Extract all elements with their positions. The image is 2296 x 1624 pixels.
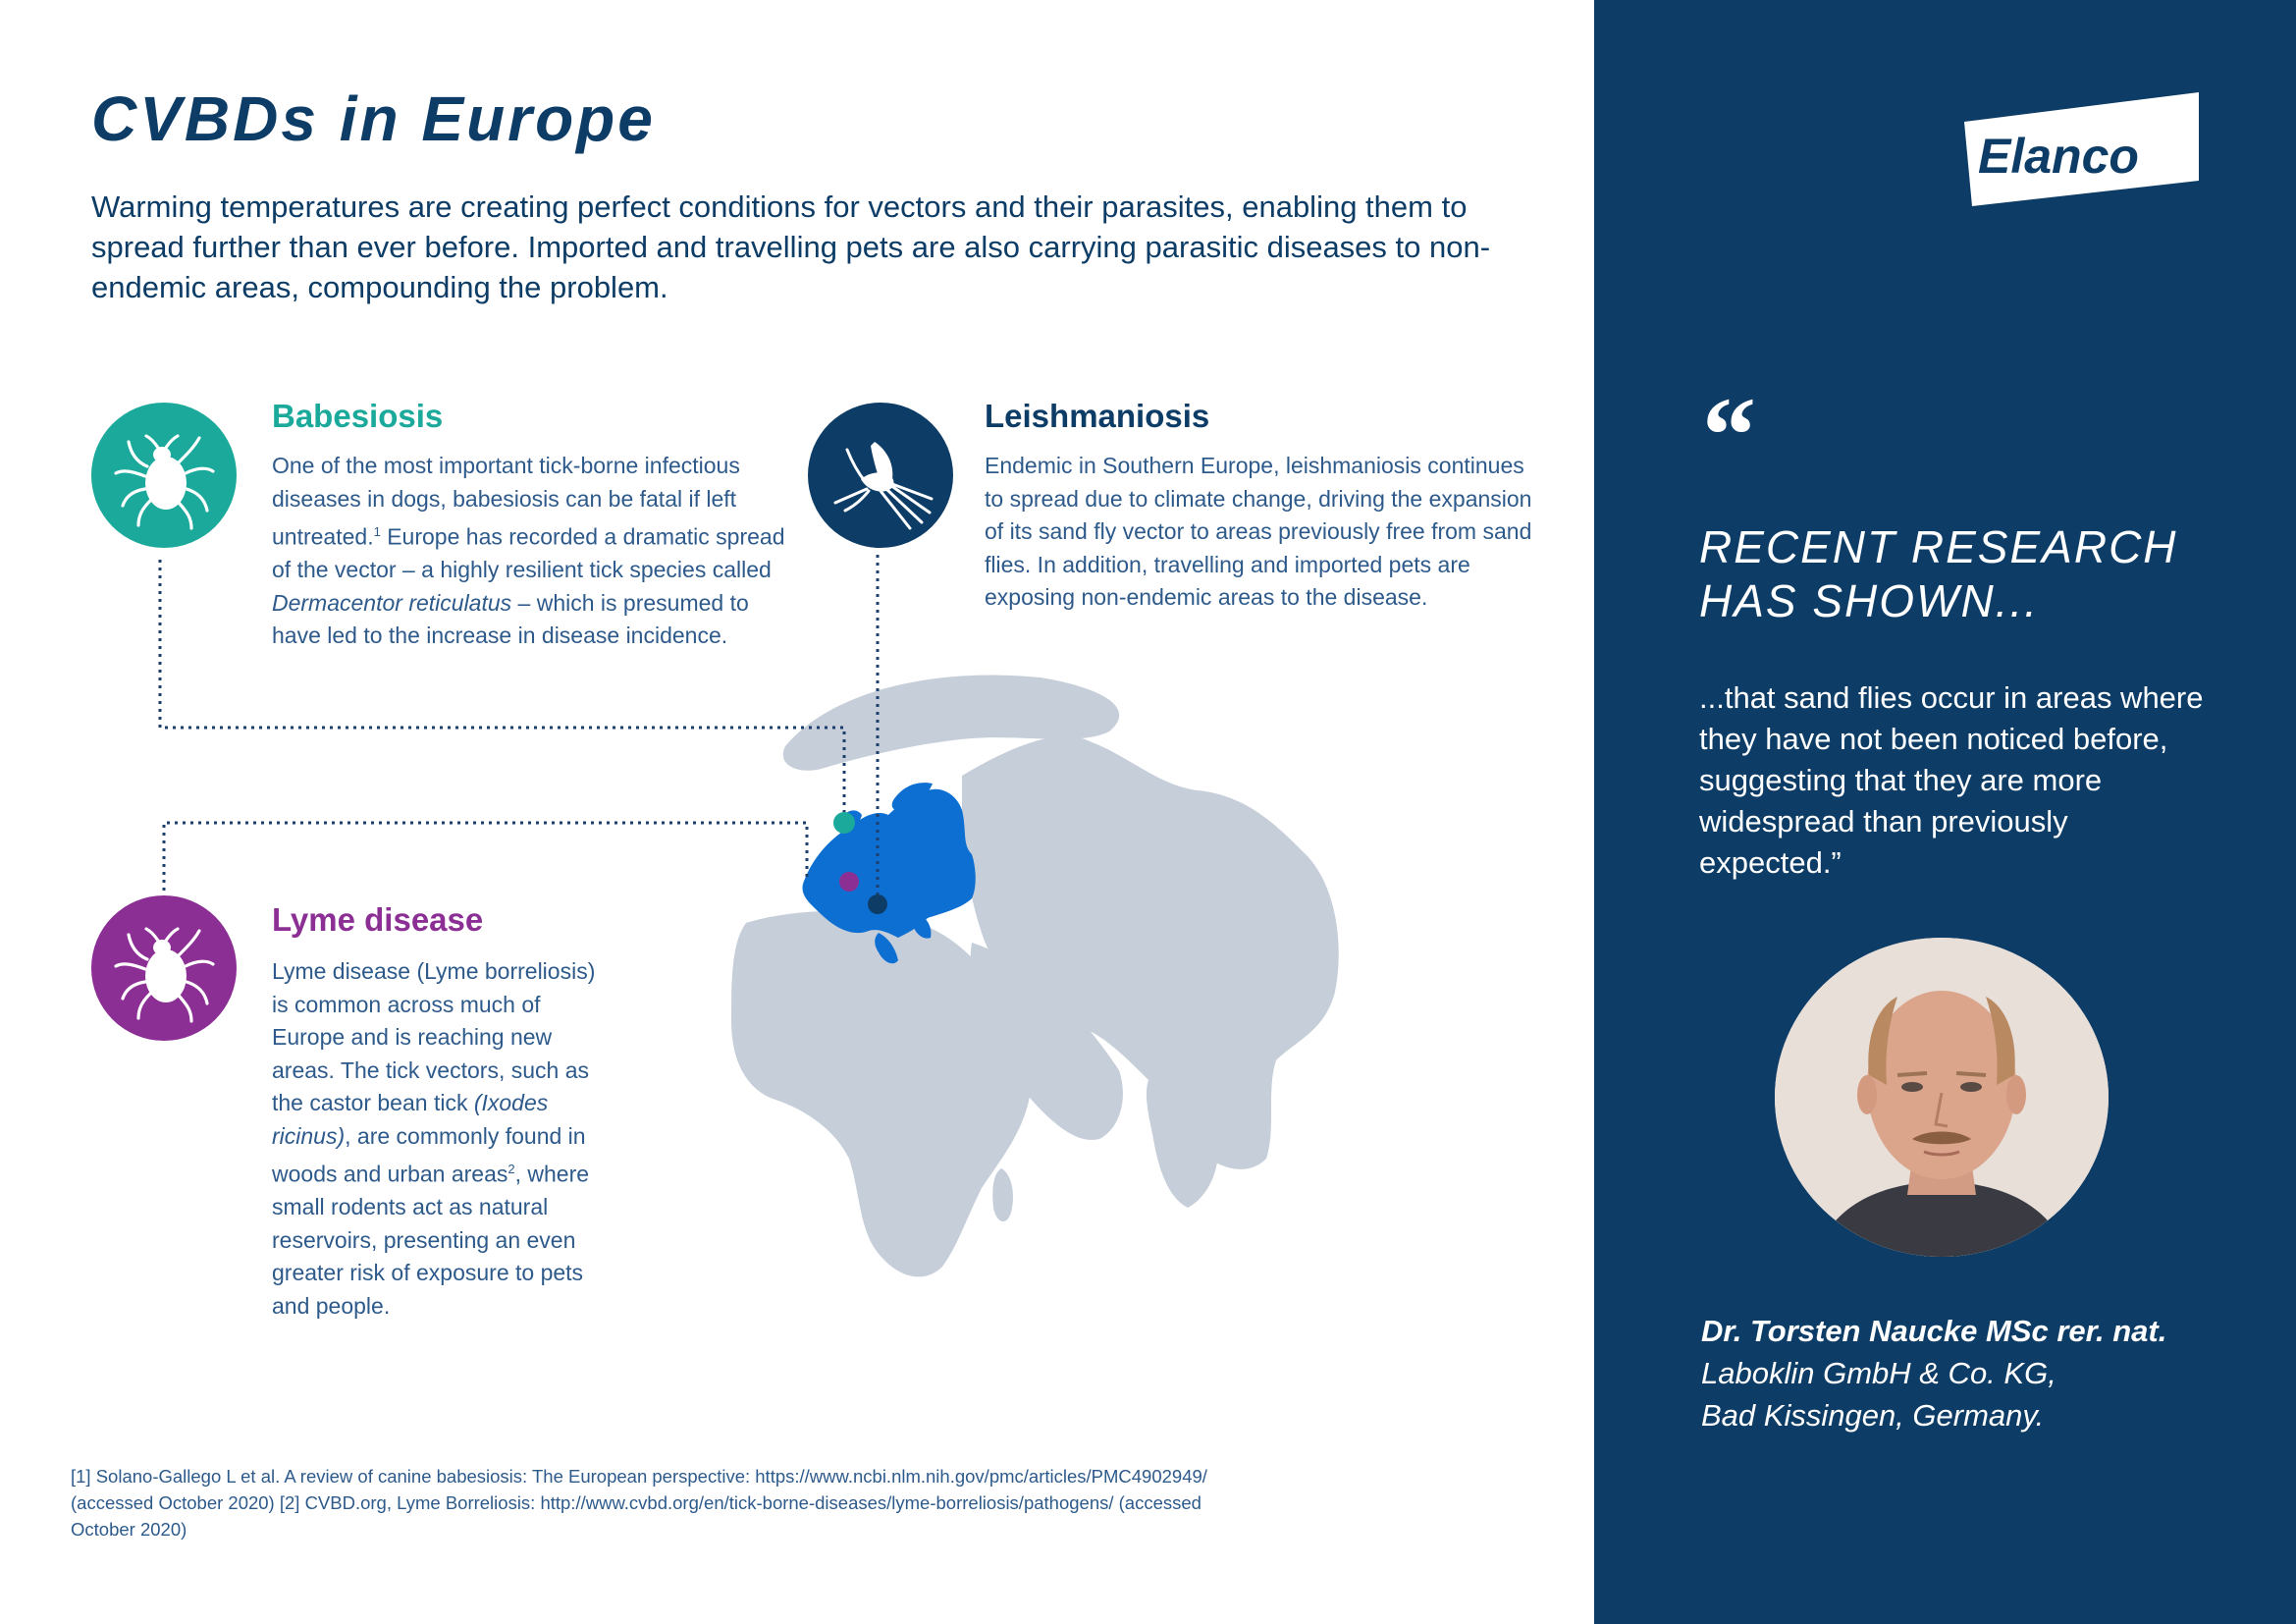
lyme-text: Lyme disease (Lyme borreliosis) is common across much of Europe and is reaching new areas. The tick vectors, such as the castor bean tick (Ixodes ricinus), are commonly found in woods and urban areas$^2$, where small rodents act as natural reservoirs, presenting an even greater risk of exposure to pets and people.	[272, 958, 596, 1319]
tick-icon	[91, 895, 237, 1041]
babesiosis-icon	[91, 403, 237, 548]
leishmaniosis-title: Leishmaniosis	[985, 398, 1210, 434]
quote-body: ...that sand flies occur in areas where they have not been noticed before, suggesting that they are more widespread than previously expected.”	[1699, 680, 2204, 880]
intro-text: Warming temperatures are creating perfect conditions for vectors and their parasites, enabling them to spread further than ever before. Imported and travelling pets are also carrying parasitic diseases to non-endemic areas, compounding the problem.	[91, 189, 1491, 304]
svg-text:TM: TM	[2182, 171, 2195, 181]
babesiosis-marker	[833, 812, 855, 834]
author-location: Bad Kissingen, Germany.	[1701, 1398, 2045, 1433]
sand-fly-icon	[808, 403, 953, 548]
lyme-marker	[839, 872, 859, 892]
author-portrait	[1775, 938, 2109, 1257]
page-title: CVBDs in Europe	[91, 83, 656, 154]
globe-landmass	[731, 676, 1339, 1277]
quote-heading: RECENT RESEARCH HAS SHOWN...	[1699, 521, 2178, 626]
footnote-references: [1] Solano-Gallego L et al. A review of canine babesiosis: The European perspective: https://www.ncbi.nlm.nih.gov/pmc/articles/PMC4902949/ (accessed October 2020) [2] CVBD.org, Lyme Borreliosis: http://www.cvbd.org/en/tick-borne-diseases/lyme-borreliosis/pathogens/ (accessed October 2020)	[71, 1466, 1207, 1540]
author-name: Dr. Torsten Naucke MSc rer. nat.	[1701, 1314, 2167, 1348]
lyme-icon	[91, 895, 237, 1041]
leishmaniosis-icon	[808, 403, 953, 548]
author-organization: Laboklin GmbH & Co. KG,	[1701, 1356, 2056, 1390]
lyme-title: Lyme disease	[272, 901, 484, 938]
leishmaniosis-marker	[868, 894, 887, 914]
babesiosis-text: One of the most important tick-borne infectious diseases in dogs, babesiosis can be fatal if left untreated.$^1$ Europe has recorded a dramatic spread of the vector – a highly resilient tick species called Dermacentor reticulatus – which is presumed to have led to the increase in disease incidence.	[272, 453, 785, 649]
tick-icon	[91, 403, 237, 548]
leishmaniosis-text: Endemic in Southern Europe, leishmaniosis continues to spread due to climate change, driving the expansion of its sand fly vector to areas previously free from sand flies. In addition, travelling and imported pets are exposing non-endemic areas to the disease.	[985, 453, 1532, 610]
quote-mark-icon: “	[1702, 375, 1756, 495]
babesiosis-title: Babesiosis	[272, 398, 444, 434]
svg-text:Elanco: Elanco	[1978, 129, 2139, 184]
elanco-logo	[1958, 92, 2204, 206]
lyme-connector	[164, 823, 807, 891]
